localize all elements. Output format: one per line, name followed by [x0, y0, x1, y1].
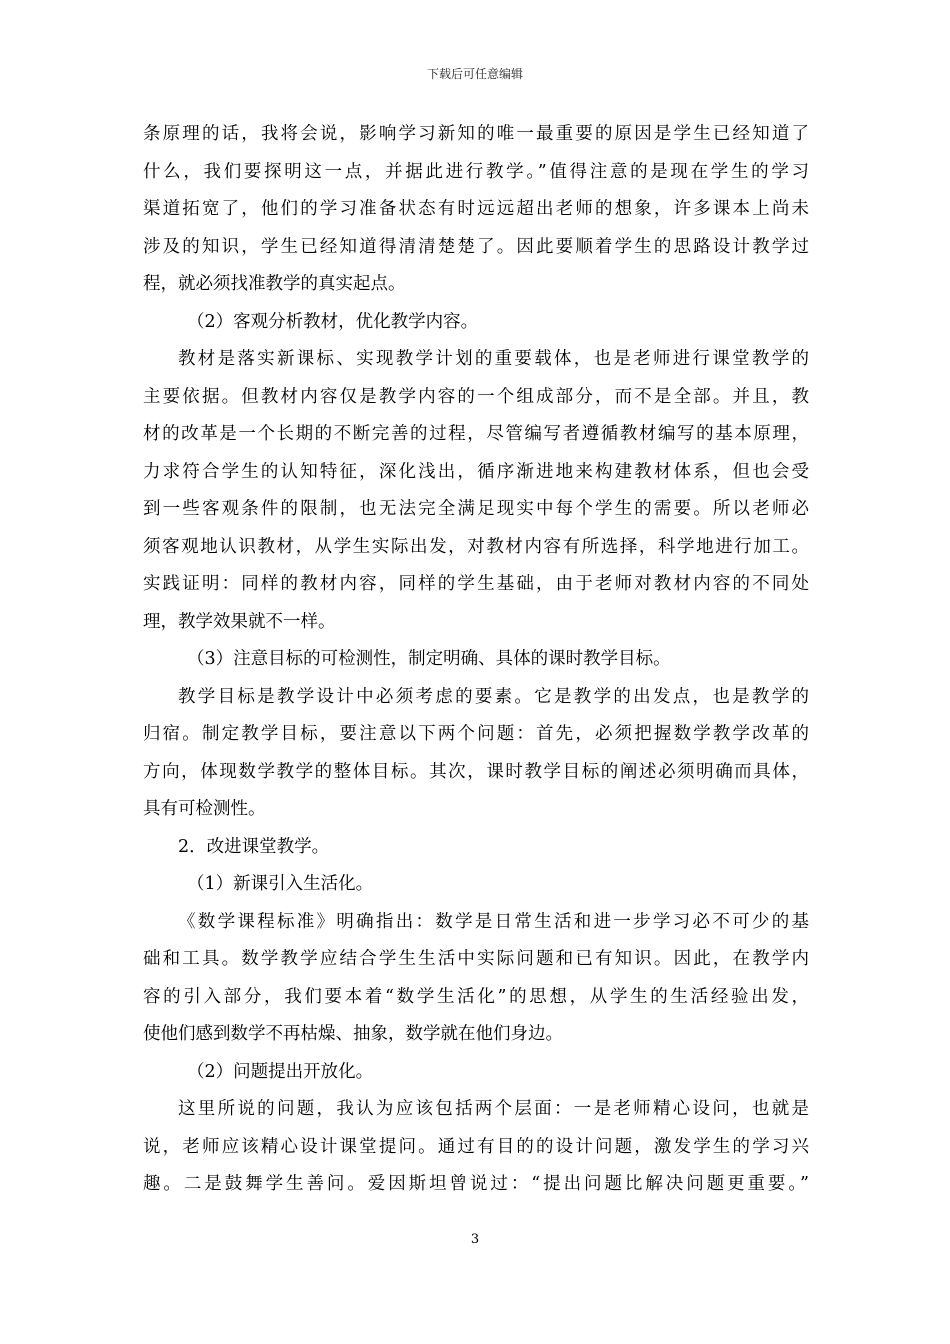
text-line: 力求符合学生的认知特征，深化浅出，循序渐进地来构建教材体系，但也会受	[143, 461, 809, 482]
text-line: 渠道拓宽了，他们的学习准备状态有时远远超出老师的想象，许多课本上尚未	[143, 199, 809, 219]
text-line: 程，就必须找准教学的真实起点。	[143, 274, 406, 294]
text-line: 什么，我们要探明这一点，并据此进行教学。”值得注意的是现在学生的学习	[143, 161, 809, 182]
text-line: 趣。二是鼓舞学生善问。爱因斯坦曾说过：“提出问题比解决问题更重要。”	[143, 1174, 809, 1194]
text-line: （2）问题提出开放化。	[187, 1061, 374, 1082]
text-line: 2．改进课堂教学。	[178, 836, 330, 857]
text-line: 使他们感到数学不再枯燥、抽象，数学就在他们身边。	[143, 1024, 563, 1044]
text-line: 《数学课程标准》明确指出：数学是日常生活和进一步学习必不可少的基	[178, 911, 809, 932]
text-line: 到一些客观条件的限制，也无法完全满足现实中每个学生的需要。所以老师必	[143, 499, 809, 519]
page-number: 3	[470, 1232, 480, 1247]
text-line: 具有可检测性。	[143, 799, 266, 819]
text-line: 须客观地认识教材，从学生实际出发，对教材内容有所选择，科学地进行加工。	[143, 536, 809, 557]
text-line: 方向，体现数学教学的整体目标。其次，课时教学目标的阐述必须明确而具体，	[143, 761, 809, 782]
text-line: 归宿。制定教学目标，要注意以下两个问题：首先，必须把握数学教学改革的	[143, 724, 809, 744]
text-line: 材的改革是一个长期的不断完善的过程，尽管编写者遵循教材编写的基本原理，	[143, 424, 809, 444]
text-line: 涉及的知识，学生已经知道得清清楚楚了。因此要顺着学生的思路设计教学过	[143, 236, 809, 257]
text-line: （3）注意目标的可检测性，制定明确、具体的课时教学目标。	[187, 649, 671, 669]
text-line: 教材是落实新课标、实现教学计划的重要载体，也是老师进行课堂教学的	[178, 349, 809, 369]
text-line: 说，老师应该精心设计课堂提问。通过有目的的设计问题，激发学生的学习兴	[143, 1136, 809, 1157]
text-line: 条原理的话，我将会说，影响学习新知的唯一最重要的原因是学生已经知道了	[143, 124, 809, 144]
text-line: 教学目标是教学设计中必须考虑的要素。它是教学的出发点，也是教学的	[178, 686, 809, 707]
document-body	[143, 116, 809, 1204]
text-line: 实践证明：同样的教材内容，同样的学生基础，由于老师对教材内容的不同处	[143, 574, 809, 594]
text-line: （2）客观分析教材，优化教学内容。	[187, 311, 479, 332]
text-line: （1）新课引入生活化。	[187, 874, 374, 894]
page-header: 下载后可任意编辑	[426, 67, 523, 81]
text-line: 容的引入部分，我们要本着“数学生活化”的思想，从学生的生活经验出发，	[143, 986, 809, 1007]
text-line: 这里所说的问题，我认为应该包括两个层面：一是老师精心设问，也就是	[178, 1099, 809, 1119]
text-line: 主要依据。但教材内容仅是教学内容的一个组成部分，而不是全部。并且，教	[143, 386, 809, 407]
text-line: 础和工具。数学教学应结合学生生活中实际问题和已有知识。因此，在教学内	[143, 949, 809, 969]
text-line: 理，教学效果就不一样。	[143, 611, 336, 632]
